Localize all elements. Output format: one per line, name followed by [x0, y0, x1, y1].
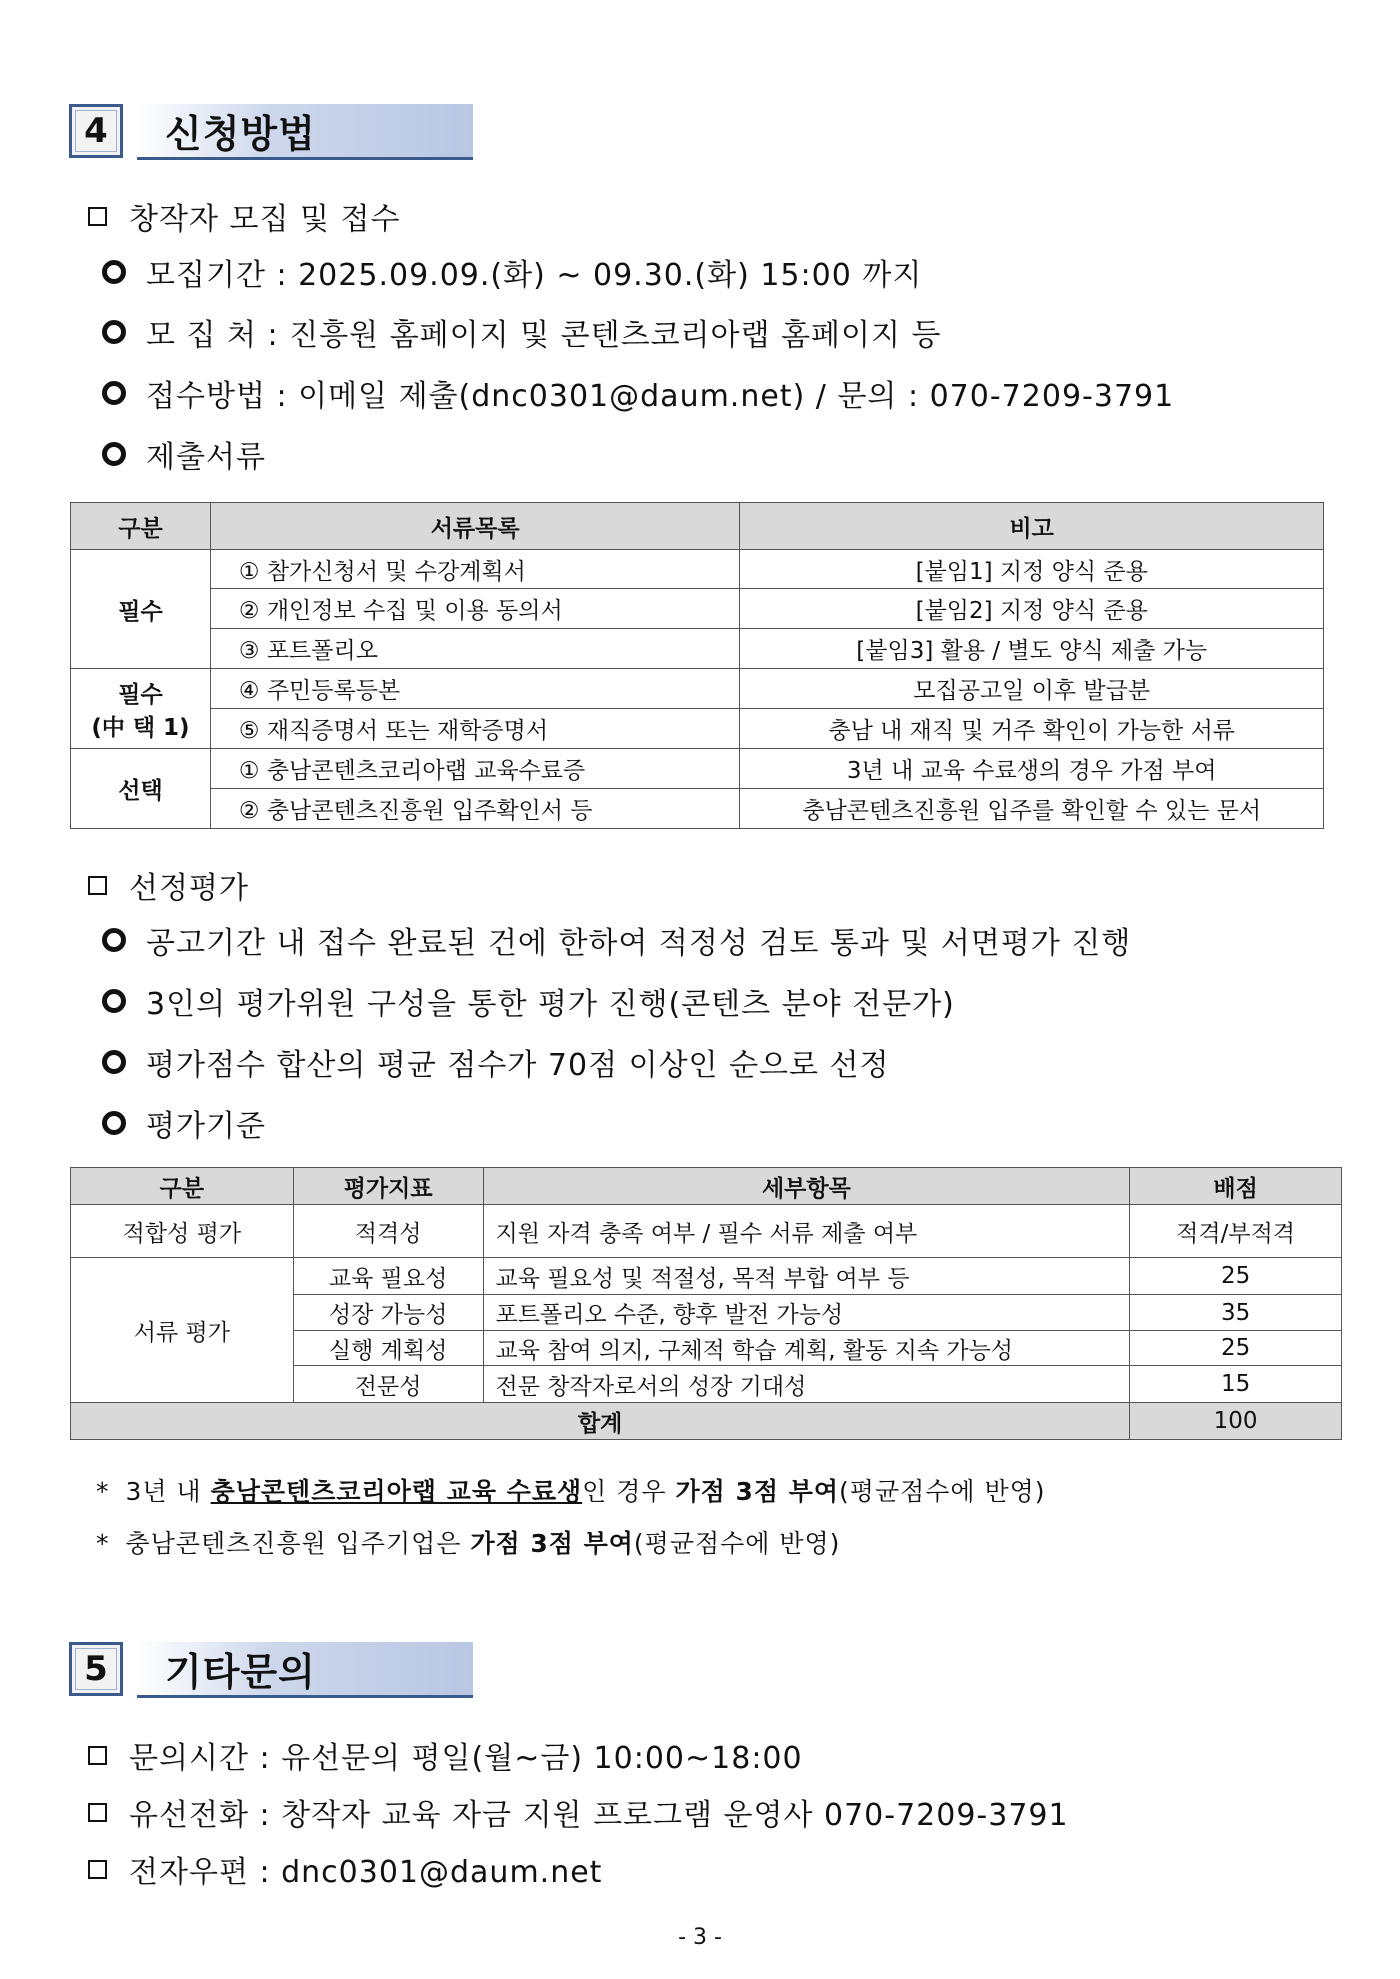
circle-bullet-icon: [102, 381, 126, 405]
note-2: * 충남콘텐츠진흥원 입주기업은 가점 3점 부여(평균점수에 반영): [96, 1529, 841, 1558]
indicator-cell: 실행 계획성: [293, 1331, 483, 1366]
square-bullet-icon: [88, 207, 107, 226]
list-item: 공고기간 내 접수 완료된 건에 한하여 적정성 검토 통과 및 서면평가 진행: [88, 918, 1131, 962]
category-cell: 서류 평가: [71, 1258, 294, 1403]
detail-cell: 교육 필요성 및 적절성, 목적 부합 여부 등: [483, 1258, 1130, 1295]
note-1: * 3년 내 충남콘텐츠코리아랩 교육 수료생인 경우 가점 3점 부여(평균점수에 반영): [96, 1477, 1046, 1506]
total-label: 합계: [71, 1403, 1130, 1440]
note-cell: [붙임3] 활용 / 별도 양식 제출 가능: [740, 629, 1324, 669]
note-cell: 모집공고일 이후 발급분: [740, 669, 1324, 709]
section-number: 5: [69, 1642, 123, 1696]
table-header: 구분: [71, 1168, 294, 1205]
doc-cell: ④ 주민등록등본: [210, 669, 739, 709]
list-item: 접수방법 : 이메일 제출(dnc0301@daum.net) / 문의 : 070-7209-3791: [88, 371, 1174, 415]
note-cell: 3년 내 교육 수료생의 경우 가점 부여: [740, 749, 1324, 789]
section-number: 4: [69, 104, 123, 158]
list-item: 제출서류: [88, 432, 266, 476]
table-header: 구분: [71, 503, 211, 550]
indicator-cell: 교육 필요성: [293, 1258, 483, 1295]
square-bullet-icon: [88, 1860, 107, 1879]
doc-cell: ③ 포트폴리오: [210, 629, 739, 669]
circle-bullet-icon: [102, 320, 126, 344]
detail-cell: 교육 참여 의지, 구체적 학습 계획, 활동 지속 가능성: [483, 1331, 1130, 1366]
square-bullet-icon: [88, 876, 107, 895]
list-item: 3인의 평가위원 구성을 통한 평가 진행(콘텐츠 분야 전문가): [88, 979, 955, 1023]
group-cell: 선택: [71, 749, 211, 829]
detail-cell: 지원 자격 충족 여부 / 필수 서류 제출 여부: [483, 1205, 1130, 1258]
circle-bullet-icon: [102, 1111, 126, 1135]
note-cell: 충남콘텐츠진흥원 입주를 확인할 수 있는 문서: [740, 789, 1324, 829]
score-cell: 적격/부적격: [1130, 1205, 1342, 1258]
selection-heading: 선정평가: [88, 863, 249, 907]
score-cell: 15: [1130, 1366, 1342, 1403]
circle-bullet-icon: [102, 989, 126, 1013]
note-cell: [붙임1] 지정 양식 준용: [740, 550, 1324, 589]
section-title: 신청방법: [137, 104, 473, 160]
section-5-header: [69, 1642, 473, 1702]
list-item: 문의시간 : 유선문의 평일(월~금) 10:00~18:00: [88, 1733, 803, 1777]
score-cell: 25: [1130, 1258, 1342, 1295]
circle-bullet-icon: [102, 260, 126, 284]
table-header: 평가지표: [293, 1168, 483, 1205]
table-header: 비고: [740, 503, 1324, 550]
group-cell: 필수 (中 택 1): [71, 669, 211, 749]
score-cell: 25: [1130, 1331, 1342, 1366]
table-header: 세부항목: [483, 1168, 1130, 1205]
score-cell: 35: [1130, 1295, 1342, 1331]
indicator-cell: 성장 가능성: [293, 1295, 483, 1331]
list-item: 모집기간 : 2025.09.09.(화) ~ 09.30.(화) 15:00 까지: [88, 250, 922, 294]
list-item: 모 집 처 : 진흥원 홈페이지 및 콘텐츠코리아랩 홈페이지 등: [88, 310, 941, 354]
evaluation-table: [70, 1167, 1342, 1440]
doc-cell: ⑤ 재직증명서 또는 재학증명서: [210, 709, 739, 749]
list-item: 평가기준: [88, 1101, 266, 1145]
doc-cell: ① 충남콘텐츠코리아랩 교육수료증: [210, 749, 739, 789]
list-item: 평가점수 합산의 평균 점수가 70점 이상인 순으로 선정: [88, 1040, 890, 1084]
circle-bullet-icon: [102, 442, 126, 466]
indicator-cell: 전문성: [293, 1366, 483, 1403]
category-cell: 적합성 평가: [71, 1205, 294, 1258]
documents-table: [70, 502, 1324, 829]
list-item: 전자우편 : dnc0301@daum.net: [88, 1847, 602, 1891]
note-cell: 충남 내 재직 및 거주 확인이 가능한 서류: [740, 709, 1324, 749]
note-cell: [붙임2] 지정 양식 준용: [740, 589, 1324, 629]
total-score: 100: [1130, 1403, 1342, 1440]
detail-cell: 전문 창작자로서의 성장 기대성: [483, 1366, 1130, 1403]
circle-bullet-icon: [102, 928, 126, 952]
page-number: - 3 -: [678, 1925, 722, 1950]
square-bullet-icon: [88, 1803, 107, 1822]
doc-cell: ② 개인정보 수집 및 이용 동의서: [210, 589, 739, 629]
square-bullet-icon: [88, 1746, 107, 1765]
table-header: 배점: [1130, 1168, 1342, 1205]
section-title: 기타문의: [137, 1642, 473, 1698]
section-4-header: [69, 104, 473, 164]
list-item: 유선전화 : 창작자 교육 자금 지원 프로그램 운영사 070-7209-3791: [88, 1790, 1069, 1834]
recruit-heading: 창작자 모집 및 접수: [88, 194, 400, 238]
doc-cell: ① 참가신청서 및 수강계획서: [210, 550, 739, 589]
group-cell: 필수: [71, 550, 211, 669]
indicator-cell: 적격성: [293, 1205, 483, 1258]
table-header: 서류목록: [210, 503, 739, 550]
circle-bullet-icon: [102, 1050, 126, 1074]
doc-cell: ② 충남콘텐츠진흥원 입주확인서 등: [210, 789, 739, 829]
detail-cell: 포트폴리오 수준, 향후 발전 가능성: [483, 1295, 1130, 1331]
